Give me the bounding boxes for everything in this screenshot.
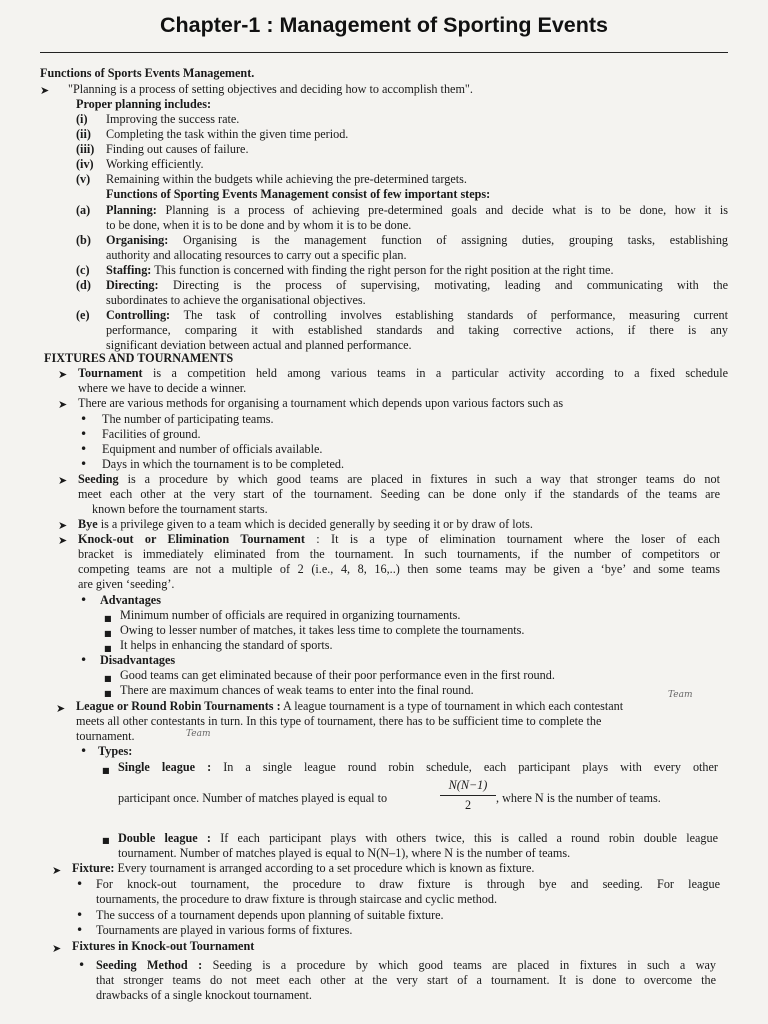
paragraph-line: are given ‘seeding’. bbox=[78, 577, 175, 591]
list-item: Completing the task within the given time period. bbox=[106, 127, 349, 141]
paragraph-text: is a privilege given to a team which is decided generally by seeding it or by draw of lots. bbox=[100, 517, 533, 531]
paragraph-line: tournament. Number of matches played is equal to N(N–1), where N is the number of teams. bbox=[118, 846, 571, 860]
list-item: Remaining within the budgets while achieving the pre-determined targets. bbox=[106, 172, 467, 186]
paragraph-text: contestant bbox=[573, 699, 624, 713]
step-heading: Organising: bbox=[106, 233, 169, 247]
step-line bbox=[106, 233, 728, 248]
list-item: Days in which the tournament is to be completed. bbox=[102, 457, 345, 471]
paragraph-line: bracket is immediately eliminated from the tournament. In such tournaments, if the number of competitors or bbox=[78, 547, 720, 561]
paragraph-line bbox=[76, 714, 601, 729]
term-heading: Knock-out or Elimination Tournament bbox=[78, 532, 305, 546]
term-heading: Seeding bbox=[78, 472, 119, 486]
paragraph-line bbox=[96, 958, 716, 973]
arrow-bullet-icon: ➤ bbox=[52, 942, 62, 955]
list-item: There are maximum chances of weak teams to enter into the final round. bbox=[120, 683, 474, 697]
term-heading: Tournament bbox=[78, 366, 143, 380]
paragraph-text: Seeding is a procedure by which good teams are placed in fixtures in such a way bbox=[212, 958, 716, 972]
step-line: significant deviation between actual and planned performance. bbox=[106, 338, 412, 352]
step-text: Planning is a process of achieving pre-determined goals and decide what is to be done, how it is bbox=[165, 203, 728, 217]
term-heading: Fixture: bbox=[72, 861, 115, 875]
paragraph-text: In a single league round robin schedule, each participant plays with every other bbox=[223, 760, 718, 774]
paragraph-text: contestants bbox=[150, 714, 205, 728]
proper-planning-heading: Proper planning includes: bbox=[76, 97, 211, 111]
bullet-dot-icon: • bbox=[76, 908, 84, 922]
list-number: (iii) bbox=[76, 142, 95, 156]
term-heading: Seeding Method : bbox=[96, 958, 203, 972]
step-number: (b) bbox=[76, 233, 91, 247]
list-item: Equipment and number of officials available. bbox=[102, 442, 323, 456]
bullet-dot-icon: • bbox=[76, 877, 84, 891]
step-line bbox=[106, 203, 728, 218]
list-number: (v) bbox=[76, 172, 91, 186]
step-heading: Staffing: bbox=[106, 263, 152, 277]
step-number: (a) bbox=[76, 203, 91, 217]
step-line: authority and allocating resources to carry out a specific plan. bbox=[106, 248, 407, 262]
paragraph-line: participant once. Number of matches played is equal to bbox=[118, 791, 388, 805]
bullet-dot-icon: • bbox=[76, 923, 84, 937]
sub-heading: Types: bbox=[98, 744, 133, 758]
paragraph-line: where we have to decide a winner. bbox=[78, 381, 247, 395]
paragraph-line: There are various methods for organising a tournament which depends upon various factors such as bbox=[78, 396, 564, 410]
planning-quote: "Planning is a process of setting objectives and deciding how to accomplish them". bbox=[68, 82, 473, 96]
list-item: It helps in enhancing the standard of sports. bbox=[120, 638, 333, 652]
paragraph-text: in turn. In this type of tournament, there has to be sufficient time to complete the bbox=[208, 714, 602, 728]
paragraph-line: tournament. bbox=[76, 729, 135, 743]
paragraph-line bbox=[76, 699, 623, 714]
bullet-dot-icon: • bbox=[80, 457, 88, 471]
paragraph-line: drawbacks of a single knockout tournament. bbox=[96, 988, 312, 1002]
step-line: to be done, when it is to be done and by whom it is to be done. bbox=[106, 218, 412, 232]
paragraph-line: , where N is the number of teams. bbox=[496, 791, 661, 805]
sub-heading: Advantages bbox=[100, 593, 161, 607]
sub-heading: Fixtures in Knock-out Tournament bbox=[72, 939, 255, 953]
square-bullet-icon: ■ bbox=[104, 614, 112, 623]
step-heading: Planning: bbox=[106, 203, 157, 217]
section-heading: Functions of Sports Events Management. bbox=[40, 66, 255, 80]
square-bullet-icon: ■ bbox=[104, 674, 112, 683]
section-heading: FIXTURES AND TOURNAMENTS bbox=[44, 351, 234, 365]
arrow-bullet-icon: ➤ bbox=[40, 84, 50, 97]
paragraph-line: tournaments, the procedure to draw fixture is through staircase and cyclic method. bbox=[96, 892, 498, 906]
list-number: (ii) bbox=[76, 127, 91, 141]
list-item: The success of a tournament depends upon planning of suitable fixture. bbox=[96, 908, 444, 922]
paragraph-text: If each participant plays with others twice, this is called a round robin double league bbox=[220, 831, 718, 845]
bullet-dot-icon: • bbox=[80, 593, 88, 607]
bullet-dot-icon: • bbox=[80, 744, 88, 758]
handwritten-note: Team bbox=[186, 729, 211, 739]
list-number: (i) bbox=[76, 112, 88, 126]
handwritten-note: Team bbox=[668, 690, 693, 700]
list-item: Working efficiently. bbox=[106, 157, 204, 171]
paragraph-line: For knock-out tournament, the procedure to draw fixture is through bye and seeding. For league bbox=[96, 877, 720, 891]
paragraph-line: competing teams are not a multiple of 2 (i.e., 4, 8, 16,..) then some teams may be given a ‘bye’ and some teams bbox=[78, 562, 720, 576]
paragraph-text: is a competition held among various teams in a particular activity according to a fixed schedule bbox=[152, 366, 728, 380]
list-number: (iv) bbox=[76, 157, 94, 171]
square-bullet-icon: ■ bbox=[104, 629, 112, 638]
step-line bbox=[106, 308, 728, 323]
list-item: Owing to lesser number of matches, it takes less time to complete the tournaments. bbox=[120, 623, 525, 637]
list-item: Good teams can get eliminated because of their poor performance even in the first round. bbox=[120, 668, 555, 682]
paragraph-text: meets all other bbox=[76, 714, 148, 728]
fraction-bar bbox=[440, 795, 496, 796]
step-number: (d) bbox=[76, 278, 91, 292]
paragraph-line bbox=[118, 760, 718, 775]
square-bullet-icon: ■ bbox=[104, 644, 112, 653]
title-rule bbox=[40, 52, 728, 53]
arrow-bullet-icon: ➤ bbox=[56, 702, 66, 715]
paragraph-text: Every tournament is arranged according to a set procedure which is known as fixture. bbox=[117, 861, 535, 875]
list-item: Facilities of ground. bbox=[102, 427, 201, 441]
step-line: subordinates to achieve the organisational objectives. bbox=[106, 293, 366, 307]
step-number: (c) bbox=[76, 263, 90, 277]
step-text: Directing is the process of supervising, motivating, leading and communicating with the bbox=[172, 278, 729, 292]
paragraph-text: A league tournament is a type of tournament in which each bbox=[283, 699, 571, 713]
term-heading: Bye bbox=[78, 517, 98, 531]
functions-heading: Functions of Sporting Events Management consist of few important steps: bbox=[106, 187, 491, 201]
step-text: The task of controlling involves establishing standards of performance, measuring current bbox=[183, 308, 728, 322]
arrow-bullet-icon: ➤ bbox=[58, 534, 68, 547]
paragraph-line: that stronger teams do not meet each other at the very start of a tournament. It is done to overcome the bbox=[96, 973, 716, 987]
bullet-dot-icon: • bbox=[80, 412, 88, 426]
step-text: Organising is the management function of assigning duties, grouping tasks, establishing bbox=[183, 233, 729, 247]
term-heading: Double league : bbox=[118, 831, 211, 845]
step-heading: Directing: bbox=[106, 278, 159, 292]
term-heading: Single league : bbox=[118, 760, 212, 774]
square-bullet-icon: ■ bbox=[102, 836, 110, 845]
step-number: (e) bbox=[76, 308, 90, 322]
arrow-bullet-icon: ➤ bbox=[52, 864, 62, 877]
bullet-dot-icon: • bbox=[80, 427, 88, 441]
sub-heading: Disadvantages bbox=[100, 653, 176, 667]
term-heading: League or Round Robin Tournaments : bbox=[76, 699, 281, 713]
arrow-bullet-icon: ➤ bbox=[58, 368, 68, 381]
paragraph-line bbox=[78, 366, 728, 381]
paragraph-line bbox=[72, 861, 534, 876]
bullet-dot-icon: • bbox=[80, 653, 88, 667]
step-line: performance, comparing it with established standards and taking corrective actions, if there is any bbox=[106, 323, 728, 337]
list-item: The number of participating teams. bbox=[102, 412, 274, 426]
page-title: Chapter-1 : Management of Sporting Events bbox=[160, 13, 608, 37]
step-text: This function is concerned with finding the right person for the right position at the right time. bbox=[154, 263, 614, 277]
arrow-bullet-icon: ➤ bbox=[58, 474, 68, 487]
step-line bbox=[106, 263, 614, 278]
square-bullet-icon: ■ bbox=[102, 766, 110, 775]
arrow-bullet-icon: ➤ bbox=[58, 398, 68, 411]
list-item: Tournaments are played in various forms of fixtures. bbox=[96, 923, 353, 937]
paragraph-line: known before the tournament starts. bbox=[92, 502, 268, 516]
paragraph-line bbox=[78, 472, 720, 487]
step-line bbox=[106, 278, 728, 293]
paragraph-line bbox=[118, 831, 718, 846]
square-bullet-icon: ■ bbox=[104, 689, 112, 698]
paragraph-line bbox=[78, 532, 720, 547]
bullet-dot-icon: • bbox=[78, 958, 86, 972]
fraction-denominator: 2 bbox=[464, 798, 472, 812]
paragraph-line: meet each other at the very start of the tournament. Seeding can be done only if the standards of the teams are bbox=[78, 487, 720, 501]
list-item: Finding out causes of failure. bbox=[106, 142, 249, 156]
list-item: Minimum number of officials are required in organizing tournaments. bbox=[120, 608, 461, 622]
step-heading: Controlling: bbox=[106, 308, 171, 322]
list-item: Improving the success rate. bbox=[106, 112, 240, 126]
paragraph-line bbox=[78, 517, 533, 532]
bullet-dot-icon: • bbox=[80, 442, 88, 456]
fraction-numerator: N(N−1) bbox=[448, 778, 488, 792]
paragraph-text: is a procedure by which good teams are placed in fixtures in such a way that stronger teams do not bbox=[127, 472, 720, 486]
arrow-bullet-icon: ➤ bbox=[58, 519, 68, 532]
paragraph-text: : It is a type of elimination tournament where the loser of each bbox=[316, 532, 721, 546]
